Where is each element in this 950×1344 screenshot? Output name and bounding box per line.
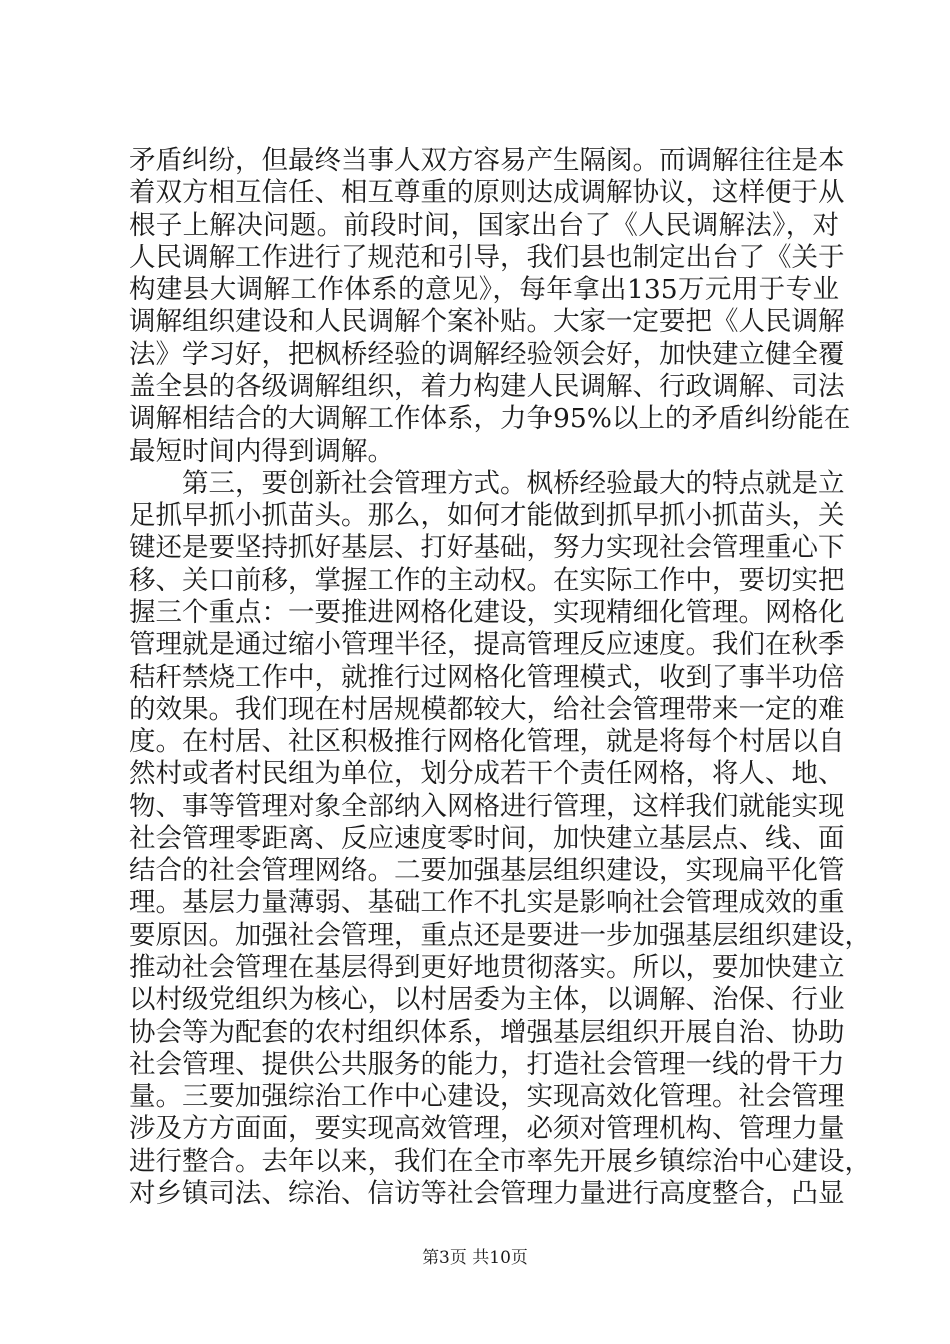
body-line: 构建县大调解工作体系的意见》，每年拿出135万元用于专业 [129,274,839,305]
body-line: 推动社会管理在基层得到更好地贯彻落实。所以，要加快建立 [129,952,845,983]
body-line: 度。在村居、社区积极推行网格化管理，就是将每个村居以自 [129,726,845,757]
body-line: 人民调解工作进行了规范和引导，我们县也制定出台了《关于 [129,242,845,273]
page-footer: 第3页 共10页 [422,1248,528,1268]
body-line: 盖全县的各级调解组织，着力构建人民调解、行政调解、司法 [129,371,845,402]
body-line: 以村级党组织为核心，以村居委为主体，以调解、治保、行业 [129,984,845,1015]
body-line: 着双方相互信任、相互尊重的原则达成调解协议，这样便于从 [129,177,845,208]
body-line: 进行整合。去年以来，我们在全市率先开展乡镇综治中心建设， [129,1146,871,1177]
body-line: 结合的社会管理网络。二要加强基层组织建设，实现扁平化管 [129,855,845,886]
body-line: 握三个重点：一要推进网格化建设，实现精细化管理。网格化 [129,597,845,628]
body-line: 秸秆禁烧工作中，就推行过网格化管理模式，收到了事半功倍 [129,662,845,693]
body-line: 要原因。加强社会管理，重点还是要进一步加强基层组织建设， [129,920,871,951]
body-line: 移、关口前移，掌握工作的主动权。在实际工作中，要切实把 [129,565,845,596]
body-line: 理。基层力量薄弱、基础工作不扎实是影响社会管理成效的重 [129,887,845,918]
body-line: 矛盾纠纷，但最终当事人双方容易产生隔阂。而调解往往是本 [129,145,845,176]
body-line: 量。三要加强综治工作中心建设，实现高效化管理。社会管理 [129,1081,845,1112]
body-line: 社会管理、提供公共服务的能力，打造社会管理一线的骨干力 [129,1049,845,1080]
body-line: 社会管理零距离、反应速度零时间，加快建立基层点、线、面 [129,823,845,854]
body-line: 调解相结合的大调解工作体系，力争95%以上的矛盾纠纷能在 [129,403,851,434]
body-line: 第三，要创新社会管理方式。枫桥经验最大的特点就是立 [129,468,845,499]
body-line: 的效果。我们现在村居规模都较大，给社会管理带来一定的难 [129,694,845,725]
body-line: 协会等为配套的农村组织体系，增强基层组织开展自治、协助 [129,1017,845,1048]
body-line: 涉及方方面面，要实现高效管理，必须对管理机构、管理力量 [129,1113,845,1144]
body-line: 对乡镇司法、综治、信访等社会管理力量进行高度整合，凸显 [129,1178,845,1209]
body-line: 物、事等管理对象全部纳入网格进行管理，这样我们就能实现 [129,791,845,822]
body-line: 键还是要坚持抓好基层、打好基础，努力实现社会管理重心下 [129,532,845,563]
body-line: 管理就是通过缩小管理半径，提高管理反应速度。我们在秋季 [129,629,845,660]
body-line: 最短时间内得到调解。 [129,436,394,467]
body-line: 法》学习好，把枫桥经验的调解经验领会好，加快建立健全覆 [129,339,845,370]
body-line: 足抓早抓小抓苗头。那么，如何才能做到抓早抓小抓苗头，关 [129,500,845,531]
body-line: 然村或者村民组为单位，划分成若干个责任网格，将人、地、 [129,758,845,789]
body-line: 根子上解决问题。前段时间，国家出台了《人民调解法》，对 [129,210,839,241]
body-line: 调解组织建设和人民调解个案补贴。大家一定要把《人民调解 [129,306,845,337]
